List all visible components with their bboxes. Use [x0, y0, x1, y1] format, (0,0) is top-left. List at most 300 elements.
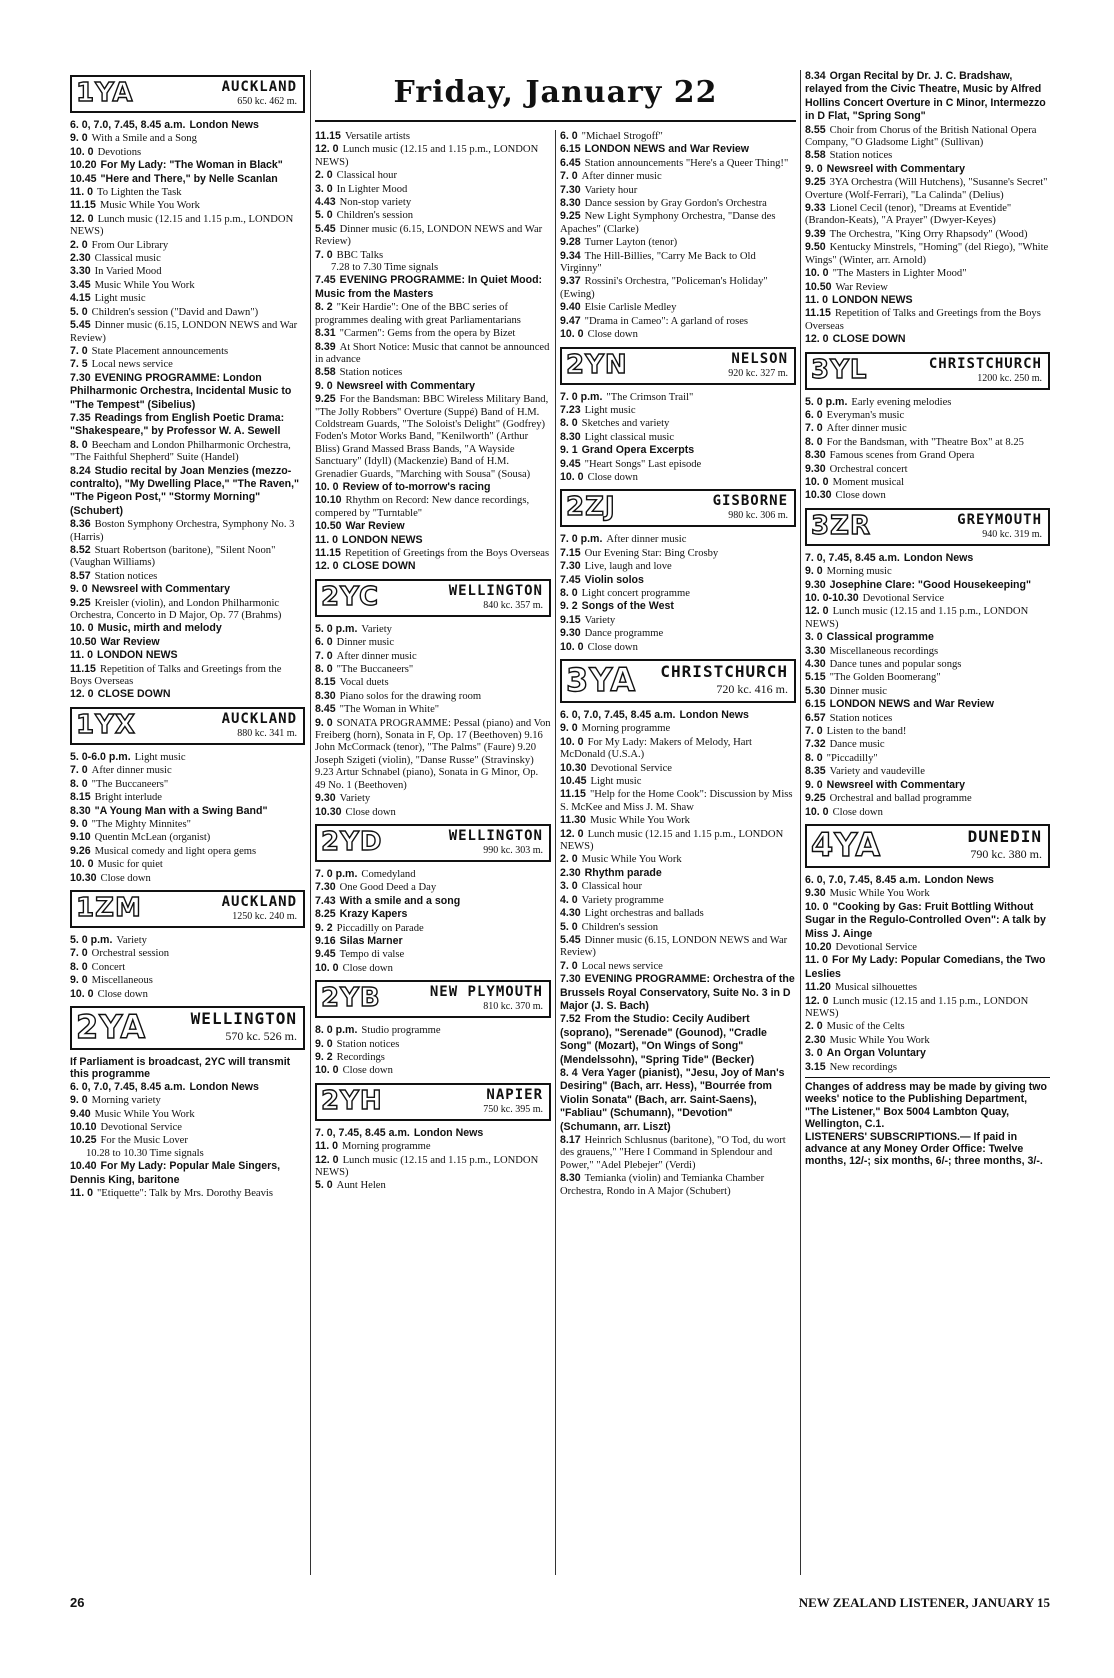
entry-time: 5.45: [560, 933, 581, 946]
entry-time: 10. 0: [560, 328, 584, 341]
entry-time: 4.30: [805, 658, 826, 671]
column-4: [805, 70, 1050, 1168]
entry-time: 5. 0: [70, 305, 88, 318]
programme-entry: [805, 463, 1050, 476]
entry-text: In Lighter Mood: [336, 183, 408, 195]
entry-time: 9.45: [560, 457, 581, 470]
entry-time: 8. 0: [70, 777, 88, 790]
entry-text: Classical programme: [826, 631, 934, 644]
programme-entry: [70, 858, 305, 871]
station-frequency: 980 kc. 306 m.: [728, 510, 788, 522]
entry-text: Variety: [116, 934, 147, 946]
programme-entry: [70, 791, 305, 804]
station-city: WELLINGTON: [448, 582, 543, 599]
entry-time: 9.40: [560, 301, 581, 314]
entry-text: State Placement announcements: [91, 345, 229, 357]
entry-text: Station notices: [339, 367, 403, 379]
programme-entry: [560, 458, 796, 471]
entry-time: 2. 0: [70, 238, 88, 251]
entry-time: 7.15: [560, 546, 581, 559]
programme-entry: [805, 163, 1050, 176]
entry-time: 11. 0: [805, 293, 828, 306]
entry-time: 9. 2: [315, 1050, 333, 1063]
entry-time: 9.15: [560, 613, 581, 626]
entry-time: 9. 0: [315, 1037, 333, 1050]
programme-entry: [70, 961, 305, 974]
entry-text: "A Young Man with a Swing Band": [94, 804, 268, 817]
entry-time: 3.30: [805, 644, 826, 657]
station-header: [315, 579, 551, 617]
entry-text: LONDON NEWS: [96, 649, 178, 662]
programme-entry: [70, 439, 305, 465]
entry-text: Repetition of Greetings from the Boys Overseas: [344, 548, 550, 559]
column-3: [560, 130, 796, 1198]
entry-time: 10. 0: [805, 900, 829, 913]
entry-text: Lunch music (12.15 and 1.15 p.m., LONDON NEWS): [315, 1154, 539, 1178]
entry-time: 7. 0: [560, 170, 578, 183]
entry-time: 7. 5: [70, 358, 88, 371]
programme-entry: [805, 779, 1050, 792]
programme-entry: [805, 806, 1050, 819]
station-frequency: 570 kc. 526 m.: [225, 1028, 297, 1043]
entry-text: In Varied Mood: [94, 266, 162, 278]
entry-time: 9. 0: [560, 722, 578, 735]
entry-text: "Keir Hardie": One of the BBC series of programmes dealing with great Parliamentarians: [315, 302, 521, 326]
entry-text: Studio programme: [361, 1025, 441, 1037]
entry-text: Famous scenes from Grand Opera: [829, 450, 975, 462]
entry-text: CLOSE DOWN: [342, 560, 416, 573]
entry-text: CLOSE DOWN: [97, 688, 171, 701]
station-callsign: 1YA: [76, 78, 134, 108]
programme-entry: [315, 690, 551, 703]
entry-text: Comedyland: [361, 868, 416, 880]
station-header: [70, 890, 305, 928]
entry-text: Variety and vaudeville: [829, 766, 925, 778]
entry-time: 9.47: [560, 314, 581, 327]
programme-entry: [70, 518, 305, 544]
entry-text: Children's session ("David and Dawn"): [91, 306, 259, 318]
station-city: CHRISTCHURCH: [928, 355, 1042, 372]
programme-entry: [70, 186, 305, 199]
programme-entry: [315, 922, 551, 935]
programme-entry: [315, 1064, 551, 1077]
station-frequency: 990 kc. 303 m.: [483, 844, 543, 856]
entry-text: Variety: [584, 614, 616, 626]
entry-time: 6.15: [805, 698, 826, 711]
programme-entry: [315, 663, 551, 676]
station-city: WELLINGTON: [190, 1008, 297, 1028]
entry-text: War Review: [835, 281, 888, 293]
entry-time: 7. 0 p.m.: [560, 533, 603, 546]
programme-entry: [560, 828, 796, 854]
entry-time: 8. 4: [560, 1066, 578, 1079]
station-callsign: 3ZR: [811, 510, 871, 541]
entry-text: Dinner music: [336, 637, 395, 649]
programme-entry: [315, 806, 551, 819]
programme-entry: [315, 547, 551, 560]
station-city: CHRISTCHURCH: [660, 662, 788, 681]
programme-entry: [560, 471, 796, 484]
station-header: [560, 347, 796, 385]
programme-entry: [70, 583, 305, 596]
entry-time: 7.30: [560, 560, 581, 573]
entry-text: Boston Symphony Orchestra, Symphony No. 3 (Harris): [70, 519, 295, 543]
entry-time: 3. 0: [560, 880, 578, 893]
station-callsign: 2YN: [566, 349, 628, 380]
station-frequency: 920 kc. 327 m.: [728, 367, 788, 379]
entry-time: 10. 0-10.30: [805, 592, 859, 604]
entry-time: 9. 0: [805, 778, 823, 791]
entry-text: "Help for the Home Cook": Discussion by Miss S. McKee and Miss J. M. Shaw: [560, 789, 793, 813]
entry-text: Light music: [134, 751, 186, 763]
programme-entry: [560, 641, 796, 654]
entry-text: Close down: [342, 962, 393, 974]
entry-text: Orchestral and ballad programme: [829, 793, 972, 805]
entry-text: After dinner music: [581, 171, 662, 183]
programme-entry: [70, 934, 305, 947]
programme-entry: [560, 1067, 796, 1134]
programme-entry: [805, 449, 1050, 462]
programme-entry: [805, 792, 1050, 805]
entry-time: 7. 0: [70, 947, 88, 960]
entry-time: 11. 0: [70, 649, 93, 662]
entry-text: LONDON NEWS and War Review: [829, 698, 995, 711]
entry-time: 6. 0: [315, 636, 333, 649]
programme-entry: [805, 712, 1050, 725]
entry-time: 8.36: [70, 518, 91, 531]
time-signal-note: 10.28 to 10.30 Time signals: [86, 1147, 204, 1159]
entry-time: 9. 0: [70, 974, 88, 987]
entry-time: 2. 0: [560, 853, 578, 866]
entry-text: Tempo di valse: [339, 949, 405, 961]
programme-entry: [805, 307, 1050, 333]
programme-entry: [560, 973, 796, 1013]
entry-text: One Good Deed a Day: [339, 882, 437, 894]
programme-entry: [805, 396, 1050, 409]
entry-time: 7.43: [315, 894, 336, 907]
entry-time: 3. 0: [315, 182, 333, 195]
entry-text: London News: [189, 119, 259, 131]
programme-entry: [560, 184, 796, 197]
entry-time: 7. 0: [560, 959, 578, 972]
entry-time: 7. 0: [70, 344, 88, 357]
entry-time: 9.30: [805, 887, 826, 900]
programme-entry: [560, 130, 796, 143]
programme-entry: [315, 169, 551, 182]
entry-text: Variety: [361, 623, 392, 635]
entry-time: 12. 0: [805, 994, 829, 1007]
programme-entry: [560, 894, 796, 907]
entry-text: Station notices: [829, 712, 893, 724]
entry-text: Devotional Service: [862, 593, 945, 604]
programme-entry: [70, 1108, 305, 1121]
entry-text: Lionel Cecil (tenor), "Dreams at Eventide" (Brandon-Keats), "A Prayer" (Dwyer-Keyes): [805, 203, 1012, 227]
entry-time: 8.58: [805, 149, 826, 162]
entry-time: 9. 0: [315, 379, 333, 392]
entry-text: Rhythm on Record: New dance recordings, compered by "Turntable": [315, 495, 530, 519]
entry-time: 11.15: [315, 130, 341, 142]
entry-text: Station announcements "Here's a Queer Thing!": [584, 157, 789, 169]
programme-entry: [560, 736, 796, 762]
station-frequency: 790 kc. 380 m.: [970, 846, 1042, 861]
programme-entry: [560, 709, 796, 722]
programme-entry: [70, 319, 305, 345]
station-city: GREYMOUTH: [957, 511, 1042, 528]
programme-entry: [560, 880, 796, 893]
entry-text: Close down: [100, 872, 151, 884]
station-frequency: 810 kc. 370 m.: [483, 1001, 543, 1013]
entry-time: 8.35: [805, 765, 826, 778]
entry-text: For My Lady: Makers of Melody, Hart McDonald (U.S.A.): [560, 736, 752, 761]
programme-entry: [70, 1081, 305, 1094]
programme-entry: [70, 688, 305, 701]
entry-text: Classical music: [94, 253, 161, 265]
programme-entry: [805, 228, 1050, 241]
programme-entry: [560, 170, 796, 183]
programme-entry: [805, 592, 1050, 605]
station-frequency: 650 kc. 462 m.: [237, 96, 297, 107]
entry-time: 7. 0, 7.45, 8.45 a.m.: [805, 551, 900, 564]
entry-time: 7.23: [560, 403, 581, 416]
programme-entry: [560, 250, 796, 276]
entry-time: 5. 0 p.m.: [315, 622, 358, 635]
entry-time: 10. 0: [70, 858, 94, 871]
programme-entry: [70, 159, 305, 172]
entry-time: 4.43: [315, 196, 336, 209]
programme-entry: [805, 565, 1050, 578]
entry-text: Devotional Service: [835, 941, 918, 953]
entry-time: 9.50: [805, 241, 826, 254]
programme-entry: [805, 241, 1050, 267]
entry-time: 3. 0: [805, 631, 823, 644]
entry-text: Morning programme: [581, 723, 671, 735]
entry-text: Local news service: [581, 960, 663, 972]
entry-text: Dinner music (6.15, LONDON NEWS and War Review): [70, 320, 298, 344]
programme-entry: [560, 431, 796, 444]
programme-entry: [315, 341, 551, 367]
entry-text: Orchestral session: [91, 948, 170, 960]
entry-text: Music, mirth and melody: [97, 622, 222, 635]
entry-text: Dance session by Gray Gordon's Orchestra: [584, 198, 767, 210]
entry-text: After dinner music: [336, 650, 417, 662]
entry-text: "The Crimson Trail": [606, 391, 694, 403]
entry-text: "Heart Songs" Last episode: [584, 458, 702, 470]
station-callsign: 3YA: [566, 661, 637, 699]
entry-text: The Hill-Billies, "Carry Me Back to Old Virginny": [560, 250, 756, 275]
entry-text: Kentucky Minstrels, "Homing" (del Riego), "White Wings" (Winter, arr. Arnold): [805, 242, 1049, 266]
entry-time: 9.30: [805, 578, 826, 591]
programme-entry: [560, 533, 796, 546]
entry-time: 6. 0, 7.0, 7.45, 8.45 a.m.: [70, 119, 186, 131]
listener-page: [70, 70, 1050, 1630]
entry-time: 8.30: [560, 197, 581, 210]
programme-entry: [315, 1154, 551, 1180]
programme-entry: [805, 1020, 1050, 1033]
programme-entry: [315, 636, 551, 649]
entry-text: Music While You Work: [829, 888, 930, 900]
programme-entry: [805, 698, 1050, 711]
programme-entry: [70, 306, 305, 319]
entry-time: 10. 0: [560, 470, 584, 483]
notice-text: Changes of address may be made by giving two weeks' notice to the Publishing Department, "The Listener," Box 5004 Lambton Quay, Wellington, C.1.: [805, 1081, 1047, 1131]
entry-time: 7.35: [70, 411, 91, 424]
entry-text: Dance music: [829, 739, 885, 751]
entry-time: 12. 0: [560, 827, 584, 840]
station-header: [805, 824, 1050, 868]
entry-time: 8.25: [315, 908, 336, 921]
programme-entry: [315, 196, 551, 209]
entry-time: 5. 0: [315, 209, 333, 222]
programme-entry: [315, 703, 551, 716]
entry-text: Close down: [97, 988, 148, 1000]
programme-entry: [70, 1094, 305, 1107]
entry-text: At Short Notice: Music that cannot be announced in advance: [315, 341, 550, 365]
programme-entry: [560, 574, 796, 587]
programme-entry: [70, 412, 305, 439]
entry-text: EVENING PROGRAMME: In Quiet Mood: Music from the Masters: [315, 274, 543, 300]
entry-time: 8.58: [315, 366, 336, 379]
programme-entry: [70, 974, 305, 987]
programme-entry: [315, 494, 551, 520]
programme-entry: [315, 1024, 551, 1037]
entry-time: 2.30: [560, 866, 581, 879]
column-divider: [310, 70, 311, 1575]
entry-text: Newsreel with Commentary: [826, 162, 966, 175]
programme-entry: [70, 279, 305, 292]
entry-text: Station notices: [829, 150, 893, 162]
entry-text: Lunch music (12.15 and 1.15 p.m., LONDON NEWS): [560, 828, 784, 853]
programme-entry: [560, 788, 796, 814]
station-frequency: 940 kc. 319 m.: [982, 528, 1042, 540]
entry-time: 8.34: [805, 70, 826, 82]
entry-text: Devotional Service: [100, 1122, 183, 1133]
programme-entry: [315, 130, 551, 143]
entry-time: 8.15: [70, 791, 91, 804]
entry-text: Live, laugh and love: [584, 561, 672, 573]
programme-entry: [315, 935, 551, 948]
entry-time: 8.45: [315, 703, 336, 716]
entry-time: 7. 0 p.m.: [560, 390, 603, 403]
entry-time: 10. 0: [560, 640, 584, 653]
programme-entry: [560, 1013, 796, 1067]
programme-entry: [805, 267, 1050, 280]
programme-entry: [805, 941, 1050, 954]
programme-entry: [560, 404, 796, 417]
entry-time: 10. 0: [70, 145, 94, 158]
entry-text: Sketches and variety: [581, 418, 670, 430]
entry-time: 10.45: [560, 775, 587, 788]
entry-time: 8. 0: [70, 438, 88, 451]
entry-time: 12. 0: [315, 143, 339, 156]
programme-entry: [70, 358, 305, 371]
programme-entry: [560, 934, 796, 960]
programme-entry: [560, 391, 796, 404]
entry-time: 4.30: [560, 907, 581, 920]
programme-entry: [315, 209, 551, 222]
notice-text: LISTENERS' SUBSCRIPTIONS.— If paid in advance at any Money Order Office: Twelve months, 12/-; six months, 6/-; three months, 3/-.: [805, 1130, 1043, 1168]
programme-entry: [805, 752, 1050, 765]
station-callsign: 3YL: [811, 354, 868, 385]
entry-time: 4. 0: [560, 893, 578, 906]
entry-time: 9.34: [560, 249, 581, 262]
entry-time: 11.15: [560, 788, 586, 801]
entry-text: Lunch music (12.15 and 1.15 p.m., LONDON NEWS): [315, 144, 539, 168]
entry-text: Organ Recital by Dr. J. C. Bradshaw, relayed from the Civic Theatre, Music by Alfred Hollins Concert Overture in C Minor, Intermezzo in D Flat, "Spring Song": [805, 70, 1046, 123]
column-divider: [800, 70, 801, 1575]
entry-text: Listen to the band!: [826, 726, 907, 738]
programme-entry: [70, 372, 305, 412]
programme-entry: [70, 119, 305, 132]
entry-text: "Carmen": Gems from the opera by Bizet: [339, 328, 516, 340]
station-city: GISBORNE: [712, 493, 788, 510]
entry-text: Lunch music (12.15 and 1.15 p.m., LONDON NEWS): [70, 213, 294, 238]
entry-time: 9.37: [560, 275, 581, 288]
entry-text: Close down: [342, 1065, 393, 1077]
entry-time: 7.30: [560, 973, 581, 986]
entry-time: 8.15: [315, 676, 336, 689]
entry-text: Repetition of Talks and Greetings from the Boys Overseas: [70, 663, 282, 688]
entry-time: 9.25: [315, 393, 336, 406]
entry-text: Krazy Kapers: [339, 908, 408, 921]
programme-entry: [70, 292, 305, 305]
entry-text: Piano solos for the drawing room: [339, 690, 482, 702]
entry-text: Piccadilly on Parade: [336, 922, 424, 934]
entry-time: 8.30: [70, 804, 91, 817]
station-callsign: 1YX: [76, 709, 136, 740]
programme-entry: [560, 762, 796, 775]
entry-time: 7.45: [315, 274, 336, 287]
entry-time: 7. 0, 7.45, 8.45 a.m.: [315, 1126, 410, 1139]
entry-text: Beecham and London Philharmonic Orchestra, "The Faithful Shepherd" Suite (Handel): [70, 439, 291, 464]
programme-entry: [70, 845, 305, 858]
entry-text: "The Mighty Minnites": [91, 818, 191, 830]
entry-text: Readings from English Poetic Drama: "Shakespeare," by Professor W. A. Sewell: [70, 411, 285, 438]
programme-entry: [560, 907, 796, 920]
programme-entry: [560, 853, 796, 866]
entry-time: 6.57: [805, 711, 826, 724]
programme-entry: [805, 552, 1050, 565]
programme-entry: [315, 366, 551, 379]
entry-text: Dance tunes and popular songs: [829, 659, 962, 671]
entry-time: 12. 0: [805, 605, 829, 618]
entry-time: 9. 0: [70, 583, 88, 596]
notice-text: If Parliament is broadcast, 2YC will transmit this programme: [70, 1055, 291, 1081]
programme-entry: [315, 327, 551, 340]
entry-text: Music for quiet: [97, 859, 163, 871]
entry-text: Bright interlude: [94, 792, 162, 804]
entry-text: Morning programme: [341, 1141, 431, 1153]
station-header: [315, 1083, 551, 1121]
entry-text: Silas Marner: [339, 934, 403, 947]
entry-time: 5.15: [805, 671, 826, 684]
entry-time: 3. 0: [805, 1047, 823, 1060]
entry-text: Quentin McLean (organist): [94, 832, 211, 844]
station-callsign: 2YB: [321, 983, 381, 1014]
entry-time: 11.15: [805, 307, 831, 320]
programme-entry: [560, 921, 796, 934]
entry-text: From the Studio: Cecily Audibert (soprano), "Serenade" (Gounod), "Cradle Song" (Mozart), "On Wings of Song" (Mendelssohn), "Spring Tide" (Becker): [560, 1013, 767, 1066]
programme-entry: [805, 489, 1050, 502]
entry-text: Variety programme: [581, 894, 664, 906]
entry-text: Dinner music (6.15, LONDON NEWS and War Review): [315, 223, 543, 248]
programme-entry: [70, 544, 305, 570]
entry-time: 9. 0: [70, 817, 88, 830]
entry-time: 3.15: [805, 1060, 826, 1073]
entry-time: 8. 0: [805, 435, 823, 448]
station-frequency: 880 kc. 341 m.: [237, 727, 297, 739]
programme-entry: [805, 995, 1050, 1021]
entry-time: 8.57: [70, 569, 91, 582]
